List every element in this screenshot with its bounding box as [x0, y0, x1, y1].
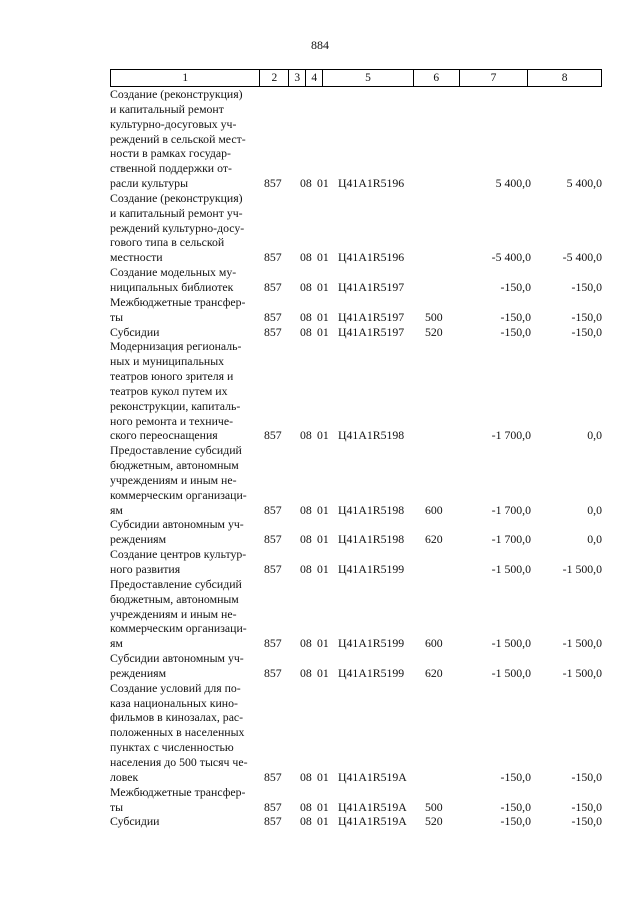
row-amount-1: -1 700,0	[491, 532, 531, 547]
row-amount-2: -1 500,0	[562, 665, 602, 680]
row-expense-type: 520	[425, 324, 443, 339]
row-amount-1: -150,0	[500, 324, 531, 339]
row-description: Создание модельных му- ниципальных библиотек	[110, 265, 237, 294]
row-subsection: 01	[317, 176, 329, 191]
row-section: 08	[300, 636, 312, 651]
row-admin-code: 857	[264, 636, 282, 651]
row-target-article: Ц41А1R5199	[338, 636, 405, 651]
row-subsection: 01	[317, 665, 329, 680]
row-amount-1: -1 700,0	[491, 428, 531, 443]
row-target-article: Ц41А1R5197	[338, 309, 405, 324]
row-section: 08	[300, 769, 312, 784]
row-description: Субсидии	[110, 814, 160, 829]
row-subsection: 01	[317, 279, 329, 294]
row-amount-1: -150,0	[500, 309, 531, 324]
row-target-article: Ц41А1R519А	[338, 799, 407, 814]
row-section: 08	[300, 665, 312, 680]
row-section: 08	[300, 176, 312, 191]
row-subsection: 01	[317, 814, 329, 829]
table-row	[110, 325, 602, 340]
row-target-article: Ц41А1R5196	[338, 250, 405, 265]
row-admin-code: 857	[264, 502, 282, 517]
row-amount-1: -1 500,0	[491, 562, 531, 576]
row-expense-type: 600	[425, 502, 443, 517]
row-admin-code: 857	[264, 250, 282, 265]
row-description: Межбюджетные трансфер- ты	[110, 784, 246, 814]
table-header-row	[110, 69, 602, 87]
row-section: 08	[300, 814, 312, 829]
row-subsection: 01	[317, 799, 329, 814]
row-subsection: 01	[317, 428, 329, 443]
row-subsection: 01	[317, 309, 329, 324]
row-amount-1: -150,0	[500, 814, 531, 829]
row-admin-code: 857	[264, 279, 282, 294]
row-subsection: 01	[317, 324, 329, 339]
table-row	[110, 577, 602, 651]
row-subsection: 01	[317, 502, 329, 517]
row-amount-2: 0,0	[587, 428, 602, 443]
row-amount-2: -150,0	[571, 279, 602, 294]
row-admin-code: 857	[264, 665, 282, 680]
header-col-4: 4	[306, 70, 323, 86]
row-description: Предоставление субсидий бюджетным, автономным учреждениям и иным не- коммерческим организаци- ям	[110, 443, 247, 517]
row-target-article: Ц41А1R5197	[338, 279, 405, 294]
table-row	[110, 339, 602, 443]
row-amount-2: 5 400,0	[566, 176, 602, 191]
table-row	[110, 191, 602, 265]
row-target-article: Ц41А1R5199	[338, 665, 405, 680]
row-section: 08	[300, 250, 312, 265]
row-target-article: Ц41А1R5198	[338, 428, 405, 443]
table-row	[110, 265, 602, 295]
table-row	[110, 517, 602, 547]
budget-table	[110, 69, 602, 829]
row-amount-1: 5 400,0	[495, 176, 531, 191]
row-expense-type: 620	[425, 532, 443, 547]
row-description: Создание (реконструкция) и капитальный ремонт уч- реждений культурно-досу- гового типа в сельской местности	[110, 190, 245, 265]
row-amount-1: -1 500,0	[491, 636, 531, 651]
row-description: Модернизация региональ- ных и муниципальных театров юного зрителя и театров кукол путем их реконструкции, капиталь- ного ремонта и техниче- ского переоснащения	[110, 339, 242, 443]
row-section: 08	[300, 532, 312, 547]
row-amount-2: -150,0	[571, 769, 602, 784]
table-row	[110, 87, 602, 191]
row-subsection: 01	[317, 769, 329, 784]
header-col-7: 7	[460, 70, 529, 86]
row-admin-code: 857	[264, 309, 282, 324]
row-expense-type: 600	[425, 636, 443, 651]
row-target-article: Ц41А1R5198	[338, 532, 405, 547]
table-row	[110, 547, 602, 577]
row-amount-2: 0,0	[587, 532, 602, 547]
table-row	[110, 785, 602, 815]
row-subsection: 01	[317, 250, 329, 265]
header-col-1: 1	[111, 70, 260, 86]
row-amount-2: -150,0	[571, 814, 602, 829]
row-admin-code: 857	[264, 769, 282, 784]
row-target-article: Ц41А1R5197	[338, 324, 405, 339]
row-amount-2: -1 500,0	[562, 636, 602, 651]
row-amount-2: -150,0	[571, 309, 602, 324]
row-amount-1: -150,0	[500, 799, 531, 814]
table-row	[110, 651, 602, 681]
row-amount-1: -150,0	[500, 279, 531, 294]
row-subsection: 01	[317, 562, 329, 576]
row-admin-code: 857	[264, 176, 282, 191]
row-amount-1: -150,0	[500, 769, 531, 784]
table-row	[110, 443, 602, 517]
row-amount-2: -5 400,0	[562, 250, 602, 265]
table-body	[110, 87, 602, 829]
header-col-6: 6	[414, 70, 460, 86]
row-expense-type: 620	[425, 665, 443, 680]
header-col-2: 2	[260, 70, 289, 86]
row-description: Предоставление субсидий бюджетным, автономным учреждениям и иным не- коммерческим организаци- ям	[110, 576, 247, 651]
row-target-article: Ц41А1R5199	[338, 562, 405, 576]
row-description: Субсидии автономным уч- реждениям	[110, 517, 244, 547]
row-admin-code: 857	[264, 562, 282, 576]
row-amount-2: -150,0	[571, 799, 602, 814]
header-col-5: 5	[323, 70, 414, 86]
row-admin-code: 857	[264, 428, 282, 443]
row-description: Создание центров культур- ного развития	[110, 547, 247, 576]
row-target-article: Ц41А1R519А	[338, 769, 407, 784]
row-section: 08	[300, 428, 312, 443]
row-description: Создание (реконструкция) и капитальный ремонт культурно-досуговых уч- реждений в сельской мест- ности в рамках государ- ственной поддержки от- расли культуры	[110, 87, 246, 191]
row-amount-2: -150,0	[571, 324, 602, 339]
row-amount-2: -1 500,0	[562, 562, 602, 576]
row-section: 08	[300, 562, 312, 576]
row-expense-type: 500	[425, 799, 443, 814]
row-amount-1: -5 400,0	[491, 250, 531, 265]
row-target-article: Ц41А1R5196	[338, 176, 405, 191]
row-admin-code: 857	[264, 324, 282, 339]
table-row	[110, 295, 602, 325]
row-description: Субсидии автономным уч- реждениям	[110, 651, 244, 680]
row-description: Субсидии	[110, 324, 160, 339]
header-col-3: 3	[289, 70, 306, 86]
row-section: 08	[300, 309, 312, 324]
row-subsection: 01	[317, 636, 329, 651]
row-amount-1: -1 500,0	[491, 665, 531, 680]
table-row	[110, 681, 602, 785]
table-row	[110, 814, 602, 829]
row-amount-2: 0,0	[587, 502, 602, 517]
row-target-article: Ц41А1R5198	[338, 502, 405, 517]
row-description: Создание условий для по- каза национальных кино- фильмов в кинозалах, рас- положенных в населенных пунктах с численностью населения до 500 тысяч че- ловек	[110, 680, 248, 784]
row-expense-type: 520	[425, 814, 443, 829]
page-number: 884	[311, 38, 329, 52]
row-admin-code: 857	[264, 532, 282, 547]
row-section: 08	[300, 324, 312, 339]
header-col-8: 8	[561, 72, 568, 84]
row-admin-code: 857	[264, 799, 282, 814]
row-subsection: 01	[317, 532, 329, 547]
row-amount-1: -1 700,0	[491, 502, 531, 517]
row-section: 08	[300, 502, 312, 517]
row-admin-code: 857	[264, 814, 282, 829]
row-section: 08	[300, 799, 312, 814]
row-section: 08	[300, 279, 312, 294]
row-expense-type: 500	[425, 309, 443, 324]
row-description: Межбюджетные трансфер- ты	[110, 294, 246, 324]
row-target-article: Ц41А1R519А	[338, 814, 407, 829]
